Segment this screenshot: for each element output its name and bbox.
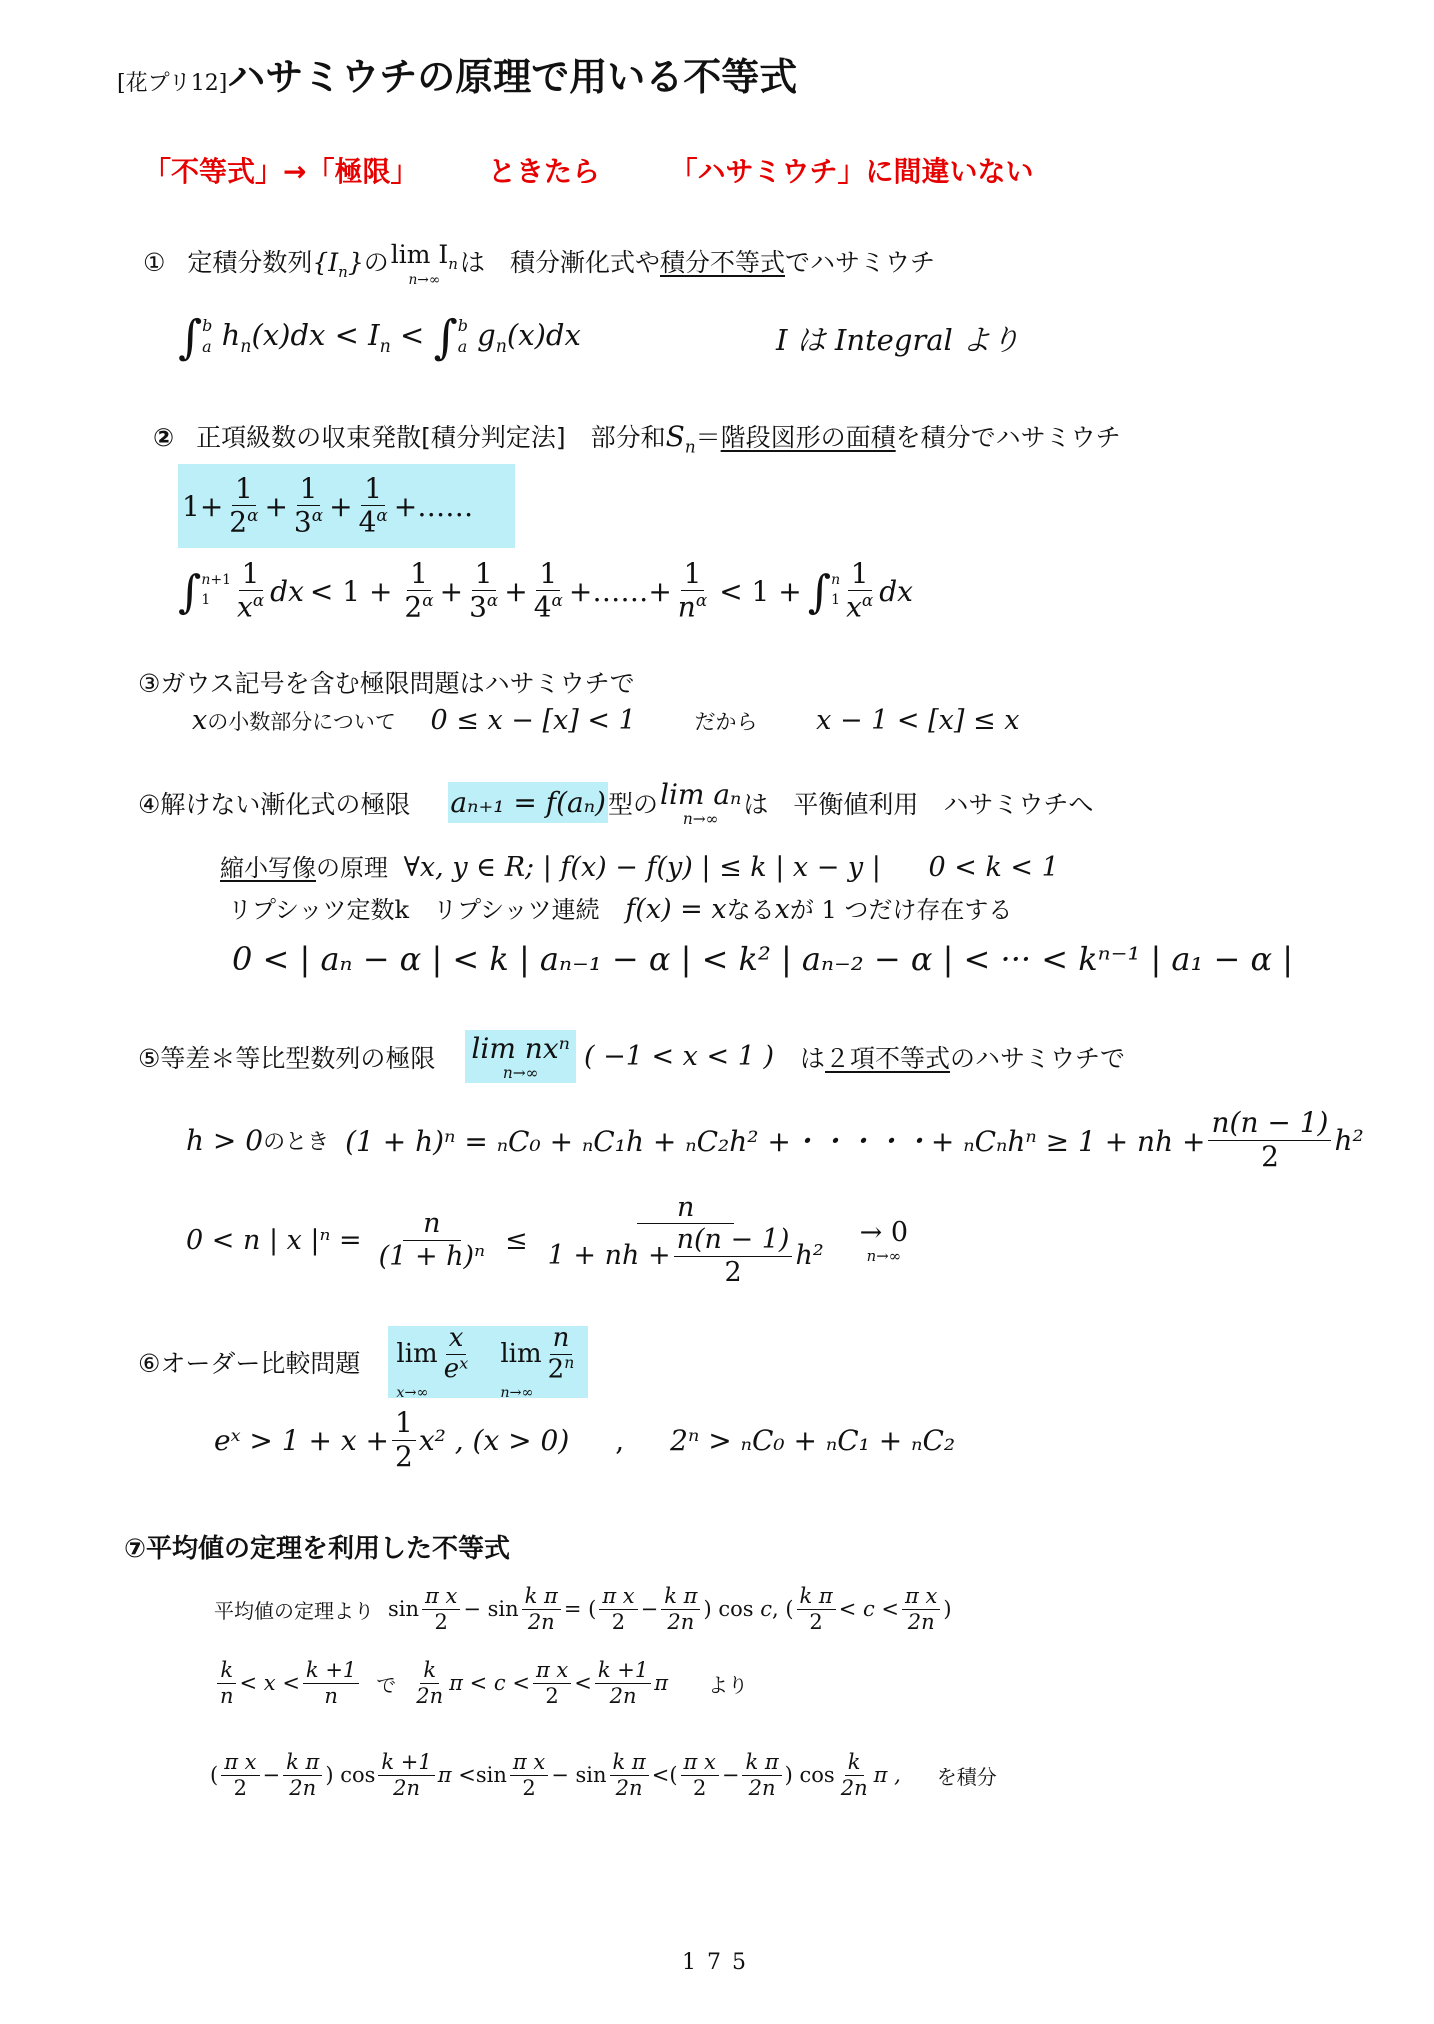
s7-yori: より xyxy=(708,1672,749,1697)
s1-no: の xyxy=(363,247,389,277)
s7-integrate: を積分 xyxy=(936,1764,997,1789)
s5-condition: ( −1 < x < 1 ) xyxy=(583,1041,774,1073)
s4-chain: 0 < | aₙ − α | < k | aₙ₋₁ − α | < k² | aₙ₋₂ − α | < ··· < kⁿ⁻¹ | a₁ − α | xyxy=(232,940,1294,978)
s4-unique: が 1 つだけ存在する xyxy=(789,896,1013,924)
s4-formula: aₙ₊₁ = f(aₙ) xyxy=(448,782,608,823)
s1-number: ① xyxy=(143,247,166,277)
s4-text2: は 平衡値利用 ハサミウチへ xyxy=(743,789,1094,819)
s7-line2: k n < x < k +1 n で k 2n π < c < π x 2 < k +1 2n π より xyxy=(214,1646,748,1720)
s2-sn: $S_n$ xyxy=(665,420,696,457)
headline xyxy=(143,150,1034,190)
s5-text-a: は xyxy=(799,1043,825,1073)
page-number: 1 7 5 xyxy=(682,1950,748,1975)
s4-naru: なる xyxy=(726,896,775,924)
headline-part2: ときたら xyxy=(487,155,600,188)
s2-ineq-mid: +……+ xyxy=(568,574,672,608)
s1-note: I は Integral より xyxy=(776,323,1021,357)
s4-lipschitz-condition: ∀x, y ∈ R; | f(x) − f(y) | ≤ k | x − y | xyxy=(403,852,881,883)
s1-inequality: ∫ b a $h_n(x)dx < I_n$ < ∫ b a $g_n(x)dx$ xyxy=(178,310,581,364)
s4-x: x xyxy=(774,894,790,925)
s2-series: 1+ $\frac{1}{2^\alpha}$ + 1 $3^\alpha$ + 1 $4^\alpha$ +…… xyxy=(178,464,515,548)
section-1-heading xyxy=(143,240,935,288)
s5-text-b: のハサミウチで xyxy=(950,1043,1126,1073)
s4-text1: 型の xyxy=(607,789,658,819)
s1-text-end: でハサミウチ xyxy=(785,247,936,277)
s7-line1: 平均値の定理より sin π x 2 − sin $\frac{\text{k π}}{2n}$ = ( π x 2 − k π 2n ) cos c , ( k π 2 < c < π x 2n ) xyxy=(214,1584,952,1634)
s6-exp-bound: eˣ > 1 + x + xyxy=(214,1423,389,1457)
s3-text2: だから xyxy=(694,710,758,734)
s4-title: ④解けない漸化式の極限 xyxy=(138,789,411,819)
s6-exp-bound-tail: x² , (x > 0) xyxy=(418,1423,570,1457)
s7-line3: ( π x 2 − k π 2n ) cos k +1 2n π < sin π x 2 − sin k π 2n < ( π x 2 − k π 2n ) cos k 2n π , を積分 xyxy=(210,1750,997,1800)
s1-text: は 積分漸化式や xyxy=(459,247,660,277)
s5-binomial: ２項不等式 xyxy=(825,1043,951,1073)
s5-arrow: → 0 n→∞ xyxy=(859,1216,909,1265)
s2-eq: ＝ xyxy=(695,423,721,452)
s3-text1: の小数部分について xyxy=(207,710,396,734)
s2-series-tail: +…… xyxy=(393,489,474,523)
s4-principle: の原理 xyxy=(316,854,388,882)
s4-line2 xyxy=(220,848,1059,883)
s5-bound-lhs: 0 < n | x |ⁿ = xyxy=(186,1224,362,1256)
s3-ineq2: x − 1 < [x] ≤ x xyxy=(816,705,1020,736)
s2-text-end: を積分でハサミウチ xyxy=(895,423,1121,452)
s5-title: ⑤等差＊等比型数列の極限 xyxy=(138,1043,436,1073)
s6-comma: , xyxy=(615,1423,625,1457)
s5-h-positive: h > 0 xyxy=(186,1123,264,1157)
page-title xyxy=(117,46,797,101)
s3-ineq1: 0 ≤ x − [x] < 1 xyxy=(430,705,636,736)
s4-lipschitz-text: リプシッツ定数k リプシッツ連続 xyxy=(228,896,600,924)
s5-binomial-expansion: (1 + h)ⁿ = ₙC₀ + ₙC₁h + ₙC₂h² +・・・・・+ ₙCₙhⁿ ≥ 1 + nh + xyxy=(345,1125,1206,1158)
s6-inequalities: eˣ > 1 + x + $\frac{1}{2}$ x² , (x > 0) , 2ⁿ > ₙC₀ + ₙC₁ + ₙC₂ xyxy=(214,1406,956,1473)
section-3-title: ③ガウス記号を含む極限問題はハサミウチで xyxy=(138,669,635,698)
s1-limit: $\lim I_n$ n→∞ xyxy=(390,240,458,288)
s4-k-range: 0 < k < 1 xyxy=(928,852,1059,883)
s6-title: ⑥オーダー比較問題 xyxy=(138,1349,361,1378)
section-2-heading xyxy=(153,418,1121,457)
s7-de: で xyxy=(376,1672,397,1697)
headline-part3: 「ハサミウチ」に間違いない xyxy=(669,155,1034,188)
s6-pow2-bound: 2ⁿ > ₙC₀ + ₙC₁ + ₙC₂ xyxy=(670,1423,956,1457)
section-4-heading xyxy=(138,778,1093,827)
s4-fixed-point: f(x) = x xyxy=(625,894,727,925)
s4-limit: lim aₙ n→∞ xyxy=(660,778,742,828)
s6-limits: lim x eˣ x→∞ lim n 2$^n$ n→∞ xyxy=(388,1326,588,1398)
section-6-heading xyxy=(138,1322,588,1402)
s3-line xyxy=(192,705,1019,736)
s5-limit: lim nxⁿ n→∞ xyxy=(465,1030,576,1083)
section-7-title: ⑦平均値の定理を利用した不等式 xyxy=(124,1534,511,1564)
s2-number: ② xyxy=(153,423,175,452)
title-main: ハサミウチの原理で用いる不等式 xyxy=(227,55,798,99)
s2-label: 正項級数の収束発散[積分判定法] 部分和 xyxy=(196,423,666,452)
s5-when: のとき xyxy=(263,1129,330,1155)
s5-bound: 0 < n | x |ⁿ = $\frac{n}{\text{(1 + h)ⁿ}}$ ≤ n 1 + nh + n(n − 1) 2 h² → 0 n→∞ xyxy=(186,1192,909,1288)
s4-contraction: 縮小写像 xyxy=(220,854,316,882)
title-prefix: [花プリ12] xyxy=(117,71,228,96)
s1-underlined: 積分不等式 xyxy=(659,247,785,277)
headline-part1: 「不等式」→「極限」 xyxy=(143,155,419,188)
s1-label: 定積分数列 xyxy=(187,247,313,277)
s2-inequality: ∫ n+1 1 1 $x^\alpha$ dx < 1 + $\frac{1}{2^\alpha}$ + 1 $3^\alpha$ + 1 $4^\alpha$ +……+ $\frac{1}{n^\alpha}$ < 1 + ∫ n 1 1 $x^\alpha$ dx xyxy=(178,557,913,624)
section-5-heading xyxy=(138,1030,1125,1083)
s3-x: x xyxy=(192,705,208,736)
s2-underlined: 階段図形の面積 xyxy=(720,423,896,452)
s7-mvt-label: 平均値の定理より xyxy=(214,1598,374,1623)
s1-seq: $\{I_n\}$ xyxy=(312,247,364,281)
s5-expansion: h > 0 のとき (1 + h)ⁿ = ₙC₀ + ₙC₁h + ₙC₂h² +・・・・・+ ₙCₙhⁿ ≥ 1 + nh + $\frac{n(n - 1)}{2}$ h² xyxy=(186,1106,1364,1173)
s2-ineq-lt: < 1 + xyxy=(719,574,802,608)
s4-line3 xyxy=(228,890,1012,925)
